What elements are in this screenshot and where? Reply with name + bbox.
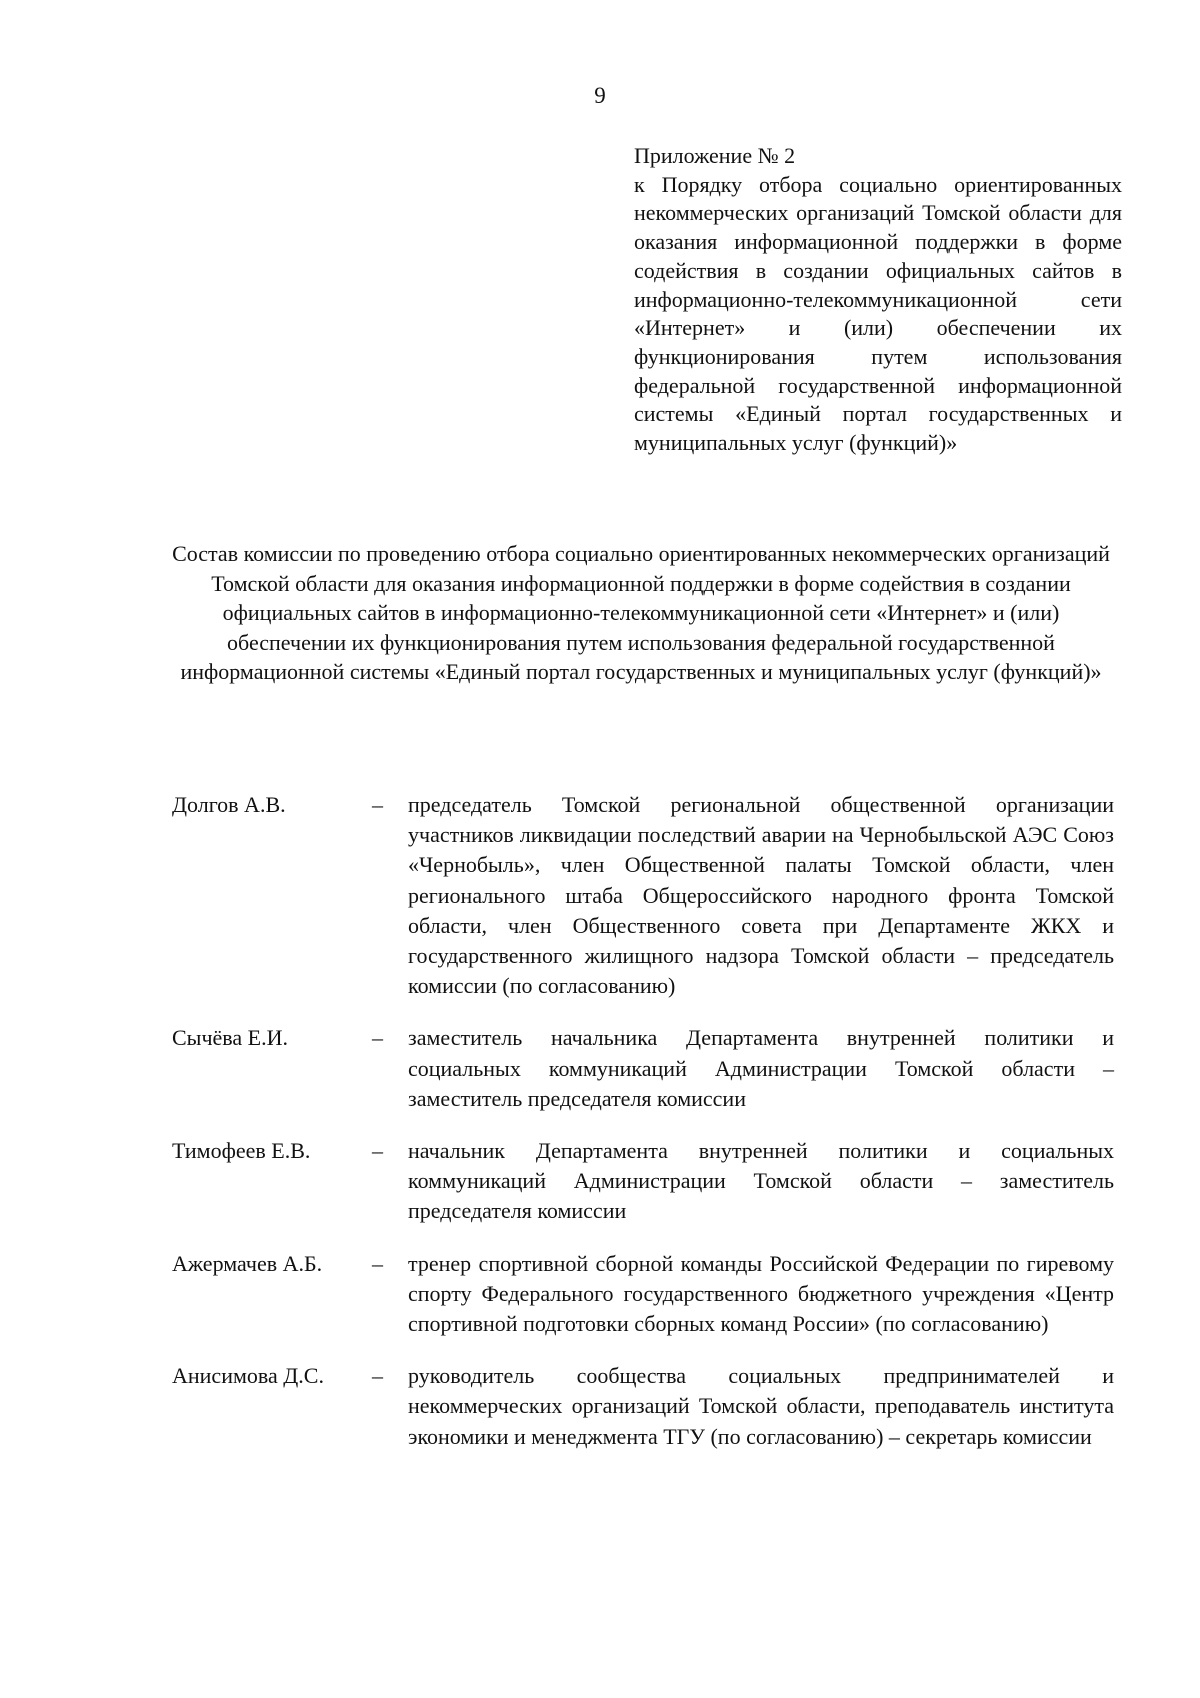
member-row [172, 1136, 1114, 1227]
member-name: Сычёва Е.И. [172, 1025, 288, 1051]
member-dash: – [372, 1363, 383, 1389]
page-number: 9 [594, 83, 606, 108]
member-row [172, 1249, 1114, 1340]
member-dash: – [372, 1250, 383, 1276]
document-title: Состав комиссии по проведению отбора социально ориентированных некоммерческих организаций Томской области для оказания информационной поддержки в форме содействия в создании официальных сайтов в информационно-телекоммуникационной сети «Интернет» и (или) обеспечении их функционирования путем использования федеральной государственной информационной системы «Единый портал государственных и муниципальных услуг (функций)» [172, 541, 1110, 684]
member-name: Ажермачев А.Б. [172, 1250, 323, 1276]
member-row [172, 1023, 1114, 1114]
member-dash: – [372, 1138, 383, 1164]
appendix-heading: Приложение № 2 [634, 143, 796, 168]
appendix-block [634, 142, 1122, 458]
member-role: тренер спортивной сборной команды Российской Федерации по гиревому спорту Федерального государственного бюджетного учреждения «Центр спортивной подготовки сборных команд России» (по согласованию) [408, 1250, 1114, 1337]
member-name: Анисимова Д.С. [172, 1363, 324, 1389]
appendix-reference: к Порядку отбора социально ориентированных некоммерческих организаций Томской области для оказания информационной поддержки в форме содействия в создании официальных сайтов в информационно-телекоммуникационной сети «Интернет» и (или) обеспечении их функционирования путем использования федеральной государственной информационной системы «Единый портал государственных и муниципальных услуг (функций)» [634, 171, 1122, 456]
member-dash: – [372, 792, 383, 817]
commission-members-list [172, 790, 1114, 1452]
member-name: Долгов А.В. [172, 792, 286, 817]
member-role: заместитель начальника Департамента внутренней политики и социальных коммуникаций Администрации Томской области – заместитель председателя комиссии [408, 1025, 1114, 1111]
member-role: руководитель сообщества социальных предпринимателей и некоммерческих организаций Томской области, преподаватель института экономики и менеджмента ТГУ (по согласованию) – секретарь комиссии [408, 1363, 1114, 1449]
member-role: председатель Томской региональной общественной организации участников ликвидации последствий аварии на Чернобыльской АЭС Союз «Чернобыль», член Общественной палаты Томской области, член регионального штаба Общероссийского народного фронта Томской области, член Общественного совета при Департаменте ЖКХ и государственного жилищного надзора Томской области – председатель комиссии (по согласованию) [408, 792, 1114, 999]
member-row [172, 1361, 1114, 1452]
member-name: Тимофеев Е.В. [172, 1138, 311, 1164]
member-dash: – [372, 1025, 383, 1051]
member-role: начальник Департамента внутренней политики и социальных коммуникаций Администрации Томской области – заместитель председателя комиссии [408, 1138, 1114, 1224]
member-row [172, 790, 1114, 1001]
